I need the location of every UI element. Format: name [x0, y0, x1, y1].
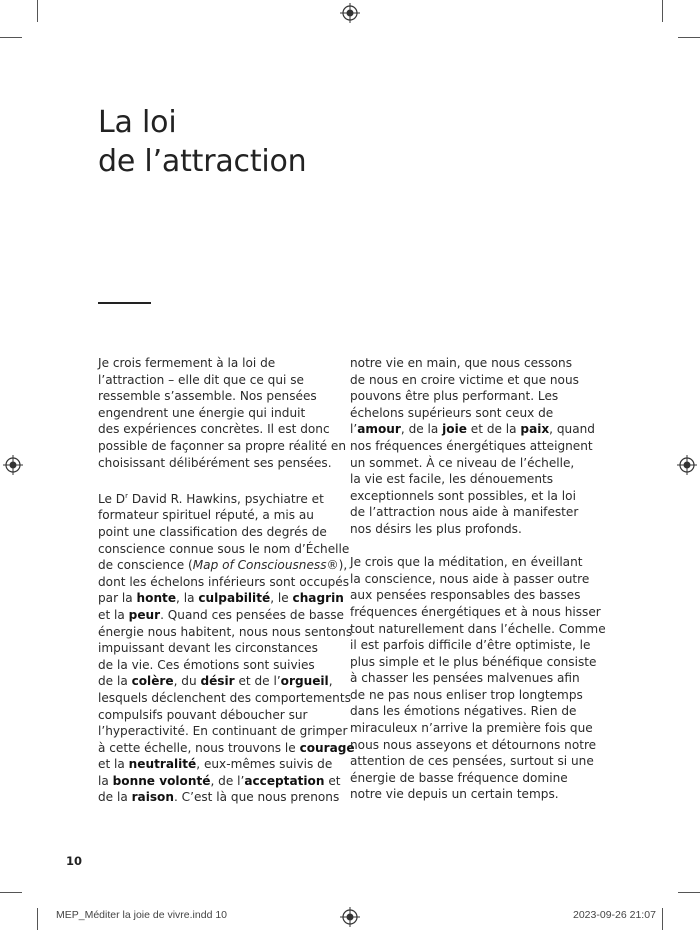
keyword: honte [136, 591, 177, 606]
text-line: exceptionnels sont possibles, et la loi [350, 488, 576, 503]
text: la [98, 773, 113, 788]
keyword: peur [128, 607, 161, 622]
text-line: fréquences énergétiques et à nous hisser [350, 604, 601, 619]
keyword: acceptation [244, 773, 325, 788]
text: à cette échelle, nous trouvons le [98, 740, 300, 755]
text-line: de l’attraction nous aide à manifester [350, 505, 579, 520]
text-line [98, 590, 344, 607]
keyword: chagrin [292, 591, 344, 606]
text: par la [98, 591, 137, 606]
text: , de l’ [210, 773, 245, 788]
text: et de la [466, 422, 521, 437]
text-line: dont les échelons inférieurs sont occupés [98, 574, 350, 589]
text: , de la [400, 422, 443, 437]
text-line [98, 488, 338, 508]
text-line: choisissant délibérément ses pensées. [98, 455, 332, 470]
text: . C’est là que nous prenons [173, 790, 340, 805]
text-line: conscience connue sous le nom d’Échelle [98, 541, 350, 556]
text: David R. Hawkins, psychiatre et [128, 491, 324, 506]
text-line: aux pensées responsables des basses [350, 588, 581, 603]
text-line: de nous en croire victime et que nous [350, 372, 579, 387]
text-line: à chasser les pensées malvenues afin [350, 671, 580, 686]
keyword: désir [200, 674, 235, 689]
crop-mark-top-left-horizontal [0, 37, 22, 38]
text-line: engendrent une énergie qui induit [98, 405, 306, 420]
chapter-title [98, 103, 307, 181]
crop-mark-top-left-vertical [37, 0, 38, 22]
text-line [350, 421, 595, 438]
chapter-title-line-1: La loi [98, 105, 177, 140]
text-line: notre vie en main, que nous cessons [350, 356, 573, 370]
text-line: nos fréquences énergétiques atteignent [350, 438, 593, 453]
text: et [324, 773, 341, 788]
keyword: orgueil [280, 674, 329, 689]
chapter-title-line-2: de l’attraction [98, 144, 307, 179]
superscript: r [125, 491, 129, 500]
registration-mark-left-icon [3, 455, 23, 475]
text: . Quand ces pensées de basse [160, 607, 344, 622]
keyword: colère [131, 674, 174, 689]
text-line: attention de ces pensées, surtout si une [350, 754, 594, 769]
keyword: raison [131, 790, 174, 805]
paragraph [350, 554, 606, 803]
text-line: ressemble s’assemble. Nos pensées [98, 389, 317, 404]
crop-mark-top-right-horizontal [678, 37, 700, 38]
text-line [98, 756, 338, 773]
text-line [98, 557, 348, 574]
text-line: échelons supérieurs sont ceux de [350, 405, 554, 420]
keyword: bonne volonté [112, 773, 211, 788]
body-column-right [350, 355, 606, 820]
text-line: Je crois fermement à la loi de [98, 356, 276, 370]
paragraph [350, 355, 595, 538]
text-line: l’hyperactivité. En continuant de grimper [98, 724, 348, 739]
text-line: point une classification des degrés de [98, 524, 327, 539]
text-line [98, 773, 341, 790]
text-line: nous nous asseyons et détournons notre [350, 737, 597, 752]
text: ), [338, 558, 348, 573]
text: , [328, 674, 333, 689]
keyword: neutralité [128, 757, 197, 772]
text-line [98, 740, 355, 757]
text-line: miraculeux n’arrive la première fois que [350, 721, 593, 736]
text-line: formateur spirituel réputé, a mis au [98, 508, 314, 523]
text-line: énergie de basse fréquence domine [350, 770, 568, 785]
text: , quand [549, 422, 595, 437]
text-line: tout naturellement dans l’échelle. Comme [350, 621, 606, 636]
text-line [98, 789, 338, 806]
text-line: de ne pas nous enliser trop longtemps [350, 687, 583, 702]
crop-mark-bottom-left-horizontal [0, 892, 22, 893]
text: et la [98, 757, 129, 772]
paragraph [98, 355, 347, 471]
text-line: énergie nous habitent, nous nous sentons [98, 624, 353, 639]
text-line: la vie est facile, les dénouements [350, 472, 554, 487]
registration-mark-right-icon [677, 455, 697, 475]
text-line: notre vie depuis un certain temps. [350, 787, 559, 802]
text-line: Je crois que la méditation, en éveillant [350, 555, 583, 570]
text-line: impuissant devant les circonstances [98, 641, 318, 656]
text: de la [98, 790, 132, 805]
crop-mark-bottom-right-vertical [662, 908, 663, 930]
text-line: plus simple et le plus bénéfique consiste [350, 654, 597, 669]
text-line [98, 673, 338, 690]
text: de la [98, 674, 132, 689]
text: , la [176, 591, 199, 606]
keyword: paix [520, 422, 550, 437]
crop-mark-top-right-vertical [662, 0, 663, 22]
title-rule [98, 302, 151, 304]
text: et la [98, 607, 129, 622]
text: l’ [350, 422, 358, 437]
text-line [98, 607, 344, 624]
text: Le D [98, 491, 126, 506]
text-line: nos désirs les plus profonds. [350, 521, 522, 536]
text-line: il est parfois difficile d’être optimiste, le [350, 638, 591, 653]
keyword: amour [357, 422, 401, 437]
text-line: l’attraction – elle dit que ce qui se [98, 372, 304, 387]
text-line: pouvons être plus performant. Les [350, 389, 559, 404]
text: et de l’ [234, 674, 281, 689]
text-line: possible de façonner sa propre réalité en [98, 438, 347, 453]
keyword: culpabilité [198, 591, 271, 606]
page-number: 10 [66, 854, 83, 868]
body-column-left [98, 355, 355, 823]
text: de conscience ( [98, 558, 193, 573]
crop-mark-bottom-left-vertical [37, 908, 38, 930]
text-line: lesquels déclenchent des comportements [98, 690, 351, 705]
registration-mark-bottom-icon [340, 907, 360, 927]
slug-filename: MEP_Méditer la joie de vivre.indd 10 [56, 909, 228, 921]
text: , le [270, 591, 293, 606]
keyword: courage [299, 740, 355, 755]
text: , du [173, 674, 201, 689]
text-line: la conscience, nous aide à passer outre [350, 571, 590, 586]
paragraph [98, 488, 355, 806]
text-line: compulsifs pouvant déboucher sur [98, 707, 308, 722]
slug-date: 2023-09-26 21:07 [573, 909, 656, 921]
text-line: dans les émotions négatives. Rien de [350, 704, 577, 719]
text-line: des expériences concrètes. Il est donc [98, 422, 330, 437]
italic-title: Map of Consciousness® [192, 558, 339, 573]
text-line: de la vie. Ces émotions sont suivies [98, 657, 315, 672]
text-line: un sommet. À ce niveau de l’échelle, [350, 455, 575, 470]
registration-mark-top-icon [340, 3, 360, 23]
text: , eux-mêmes suivis de [196, 757, 333, 772]
keyword: joie [442, 422, 467, 437]
crop-mark-bottom-right-horizontal [678, 892, 700, 893]
